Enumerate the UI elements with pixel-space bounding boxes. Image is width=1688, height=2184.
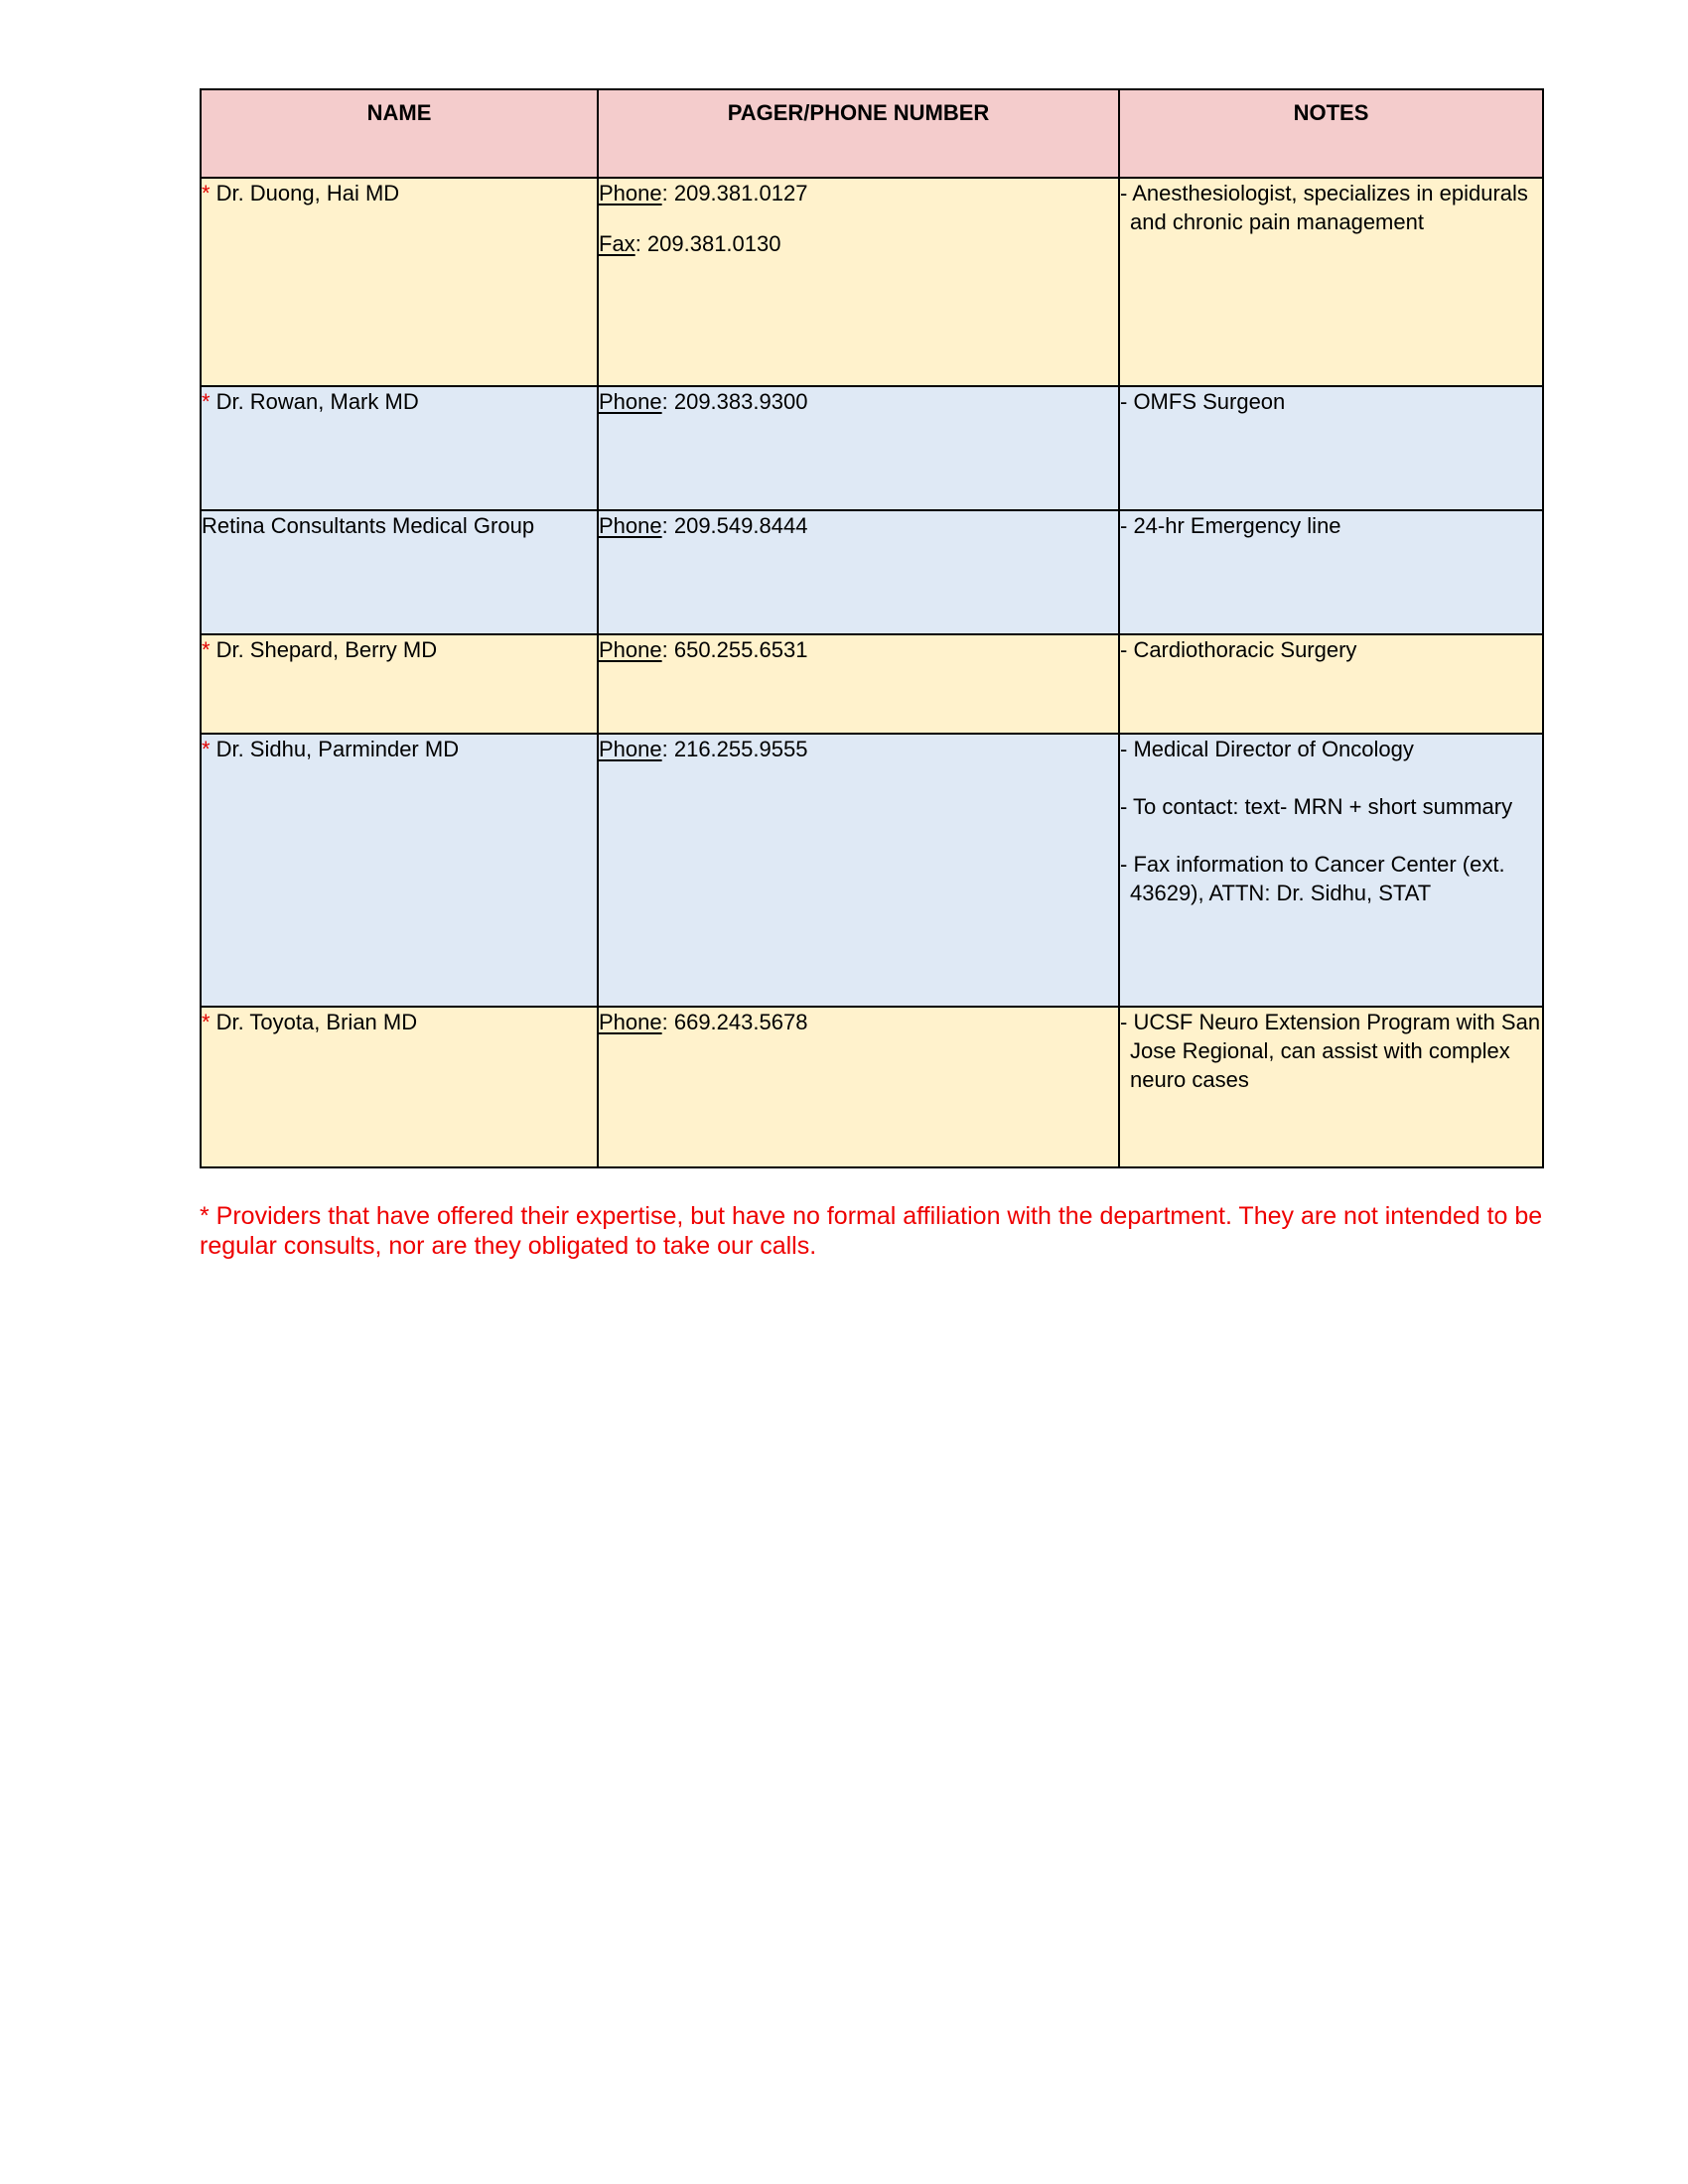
- header-phone: PAGER/PHONE NUMBER: [598, 89, 1119, 178]
- table-row: [201, 178, 1543, 386]
- affiliation-footnote: * Providers that have offered their expertise, but have no formal affiliation with the department. They are not intended to be regular consults, nor are they obligated to take our calls.: [200, 1202, 1543, 1260]
- header-name: NAME: [201, 89, 598, 178]
- affiliation-asterisk: *: [202, 181, 211, 205]
- note-item: - Anesthesiologist, specializes in epidurals and chronic pain management: [1120, 181, 1528, 234]
- phone-value: : 216.255.9555: [661, 737, 808, 761]
- note-item: - 24-hr Emergency line: [1120, 513, 1341, 538]
- note-item: - OMFS Surgeon: [1120, 389, 1286, 414]
- notes-cell: [1119, 634, 1543, 734]
- phone-line: [599, 511, 1118, 540]
- table-row: [201, 734, 1543, 1007]
- phone-cell: [598, 734, 1119, 1007]
- header-notes: NOTES: [1119, 89, 1543, 178]
- provider-name: Dr. Duong, Hai MD: [215, 181, 400, 205]
- phone-value: : 209.383.9300: [661, 389, 808, 414]
- fax-value: : 209.381.0130: [634, 231, 781, 256]
- notes-cell: [1119, 386, 1543, 510]
- phone-cell: [598, 634, 1119, 734]
- notes-cell: [1119, 1007, 1543, 1167]
- provider-name: Dr. Toyota, Brian MD: [215, 1010, 418, 1034]
- phone-label: Phone: [599, 737, 662, 761]
- table-row: [201, 510, 1543, 634]
- phone-value: : 209.549.8444: [661, 513, 808, 538]
- fax-label: Fax: [599, 231, 635, 256]
- note-item: - Medical Director of Oncology: [1120, 737, 1414, 761]
- note-item: - Fax information to Cancer Center (ext. 43629), ATTN: Dr. Sidhu, STAT: [1120, 852, 1505, 905]
- affiliation-asterisk: *: [202, 737, 211, 761]
- affiliation-asterisk: *: [202, 1010, 211, 1034]
- table-row: [201, 386, 1543, 510]
- table-row: [201, 1007, 1543, 1167]
- name-cell: [201, 386, 598, 510]
- phone-label: Phone: [599, 513, 662, 538]
- affiliation-asterisk: *: [202, 637, 211, 662]
- notes-cell: [1119, 510, 1543, 634]
- note-item: - To contact: text- MRN + short summary: [1120, 794, 1513, 819]
- provider-directory-table: [200, 88, 1544, 1168]
- phone-line: [599, 179, 1118, 207]
- table-header-row: [201, 89, 1543, 178]
- phone-label: Phone: [599, 389, 662, 414]
- phone-value: : 669.243.5678: [661, 1010, 808, 1034]
- provider-name: Dr. Sidhu, Parminder MD: [215, 737, 460, 761]
- affiliation-asterisk: *: [202, 389, 211, 414]
- phone-line: [599, 1008, 1118, 1036]
- phone-cell: [598, 510, 1119, 634]
- phone-line: [599, 735, 1118, 763]
- phone-value: : 650.255.6531: [661, 637, 808, 662]
- notes-cell: [1119, 734, 1543, 1007]
- notes-cell: [1119, 178, 1543, 386]
- note-item: - Cardiothoracic Surgery: [1120, 637, 1357, 662]
- phone-line: [599, 387, 1118, 416]
- phone-cell: [598, 1007, 1119, 1167]
- table-row: [201, 634, 1543, 734]
- name-cell: [201, 178, 598, 386]
- provider-name: Dr. Rowan, Mark MD: [215, 389, 419, 414]
- phone-label: Phone: [599, 181, 662, 205]
- name-cell: [201, 634, 598, 734]
- phone-cell: [598, 178, 1119, 386]
- provider-name: Retina Consultants Medical Group: [202, 513, 535, 538]
- phone-label: Phone: [599, 637, 662, 662]
- name-cell: [201, 734, 598, 1007]
- name-cell: [201, 510, 598, 634]
- provider-name: Dr. Shepard, Berry MD: [215, 637, 438, 662]
- phone-cell: [598, 386, 1119, 510]
- note-item: - UCSF Neuro Extension Program with San Jose Regional, can assist with complex neuro cases: [1120, 1010, 1541, 1092]
- phone-value: : 209.381.0127: [661, 181, 808, 205]
- fax-line: [599, 229, 1118, 258]
- name-cell: [201, 1007, 598, 1167]
- phone-label: Phone: [599, 1010, 662, 1034]
- phone-line: [599, 635, 1118, 664]
